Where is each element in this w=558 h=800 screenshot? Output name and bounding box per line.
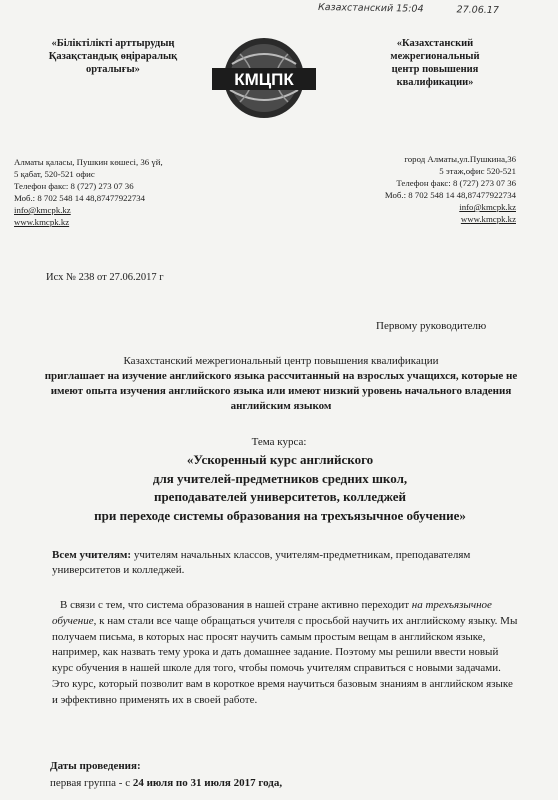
website-link[interactable]: www.kmcpk.kz — [460, 214, 516, 224]
intro-paragraph — [42, 354, 520, 414]
org-left-line: орталығы» — [86, 64, 140, 75]
course-title-line: для учителей-предметников средних школ, — [152, 470, 408, 486]
dates-label: Даты проведения: — [50, 760, 141, 772]
outgoing-reference: Исх № 238 от 27.06.2017 г — [46, 272, 164, 283]
org-right-line: квалификации» — [396, 77, 474, 88]
org-right-line: центр повышения — [391, 64, 479, 75]
email-link[interactable]: info@kmcpk.kz — [459, 202, 516, 212]
course-title-line: «Ускоренный курс английского — [186, 452, 374, 467]
group-label: первая группа - с — [50, 777, 133, 789]
address-line: город Алматы,ул.Пушкина,36 — [404, 154, 516, 164]
target-audience — [52, 548, 520, 578]
office-line: 5 этаж,офис 520-521 — [439, 166, 516, 176]
website-link[interactable]: www.kmcpk.kz — [14, 217, 70, 227]
registration-stamp — [318, 2, 554, 17]
org-name-kazakh — [33, 37, 193, 76]
logo-graphic — [210, 34, 318, 122]
email-link[interactable]: info@kmcpk.kz — [14, 205, 71, 215]
org-left-line: «Біліктілікті арттырудың — [51, 38, 175, 49]
body-text-part: , к нам стали все чаще обращаться учителя с просьбой научить их английскому языку. Мы получаем письма, в которых нас просят научить самым простым вещам в английском языке, например, как назвать тему урока и дать домашнее задание. Поэтому мы решили ввести новый курс обучения в нашей школе для того, чтобы помочь учителям справиться с новыми задачами. Это курс, который позволит вам в короткое время научиться базовым знаниям в английском языке и эффективно применять их в своей работе. — [52, 614, 518, 706]
logo-text: КМЦПК — [234, 70, 294, 89]
course-title-line: при переходе системы образования на трехъязычное обучение» — [94, 507, 466, 523]
org-right-line: межрегиональный — [390, 51, 480, 62]
contacts-russian — [328, 153, 516, 225]
intro-invitation: приглашает на изучение английского языка рассчитанный на взрослых учащихся, которые не имеют опыта изучения английского языка или имеют низкий уровень начального владения английским языком — [44, 370, 518, 412]
body-paragraph — [52, 598, 520, 709]
audience-text: учителям начальных классов, учителям-предметникам, преподавателям университетов и колледжей. — [52, 549, 471, 576]
body-italic-phrase: на трехъязычное обучение — [52, 599, 492, 627]
body-text-part: В связи с тем, что система образования в нашей стране активно переходит — [60, 599, 412, 611]
office-line: 5 қабат, 520-521 офис — [14, 169, 95, 179]
org-right-line: «Казахстанский — [396, 38, 474, 49]
org-name-russian — [360, 37, 510, 89]
first-group-dates — [50, 777, 530, 789]
audience-label: Всем учителям: — [52, 549, 132, 561]
mobile-line: Моб.: 8 702 548 14 48,87477922734 — [384, 190, 516, 200]
address-line: Алматы қаласы, Пушкин көшесі, 36 үй, — [14, 157, 163, 167]
contacts-kazakh — [14, 156, 224, 228]
stamp-date: 27.06.17 — [456, 4, 499, 17]
mobile-line: Моб.: 8 702 548 14 48,87477922734 — [14, 193, 146, 203]
phone-line: Телефон факс: 8 (727) 273 07 36 — [396, 178, 516, 188]
course-title — [30, 451, 530, 525]
intro-org-line: Казахстанский межрегиональный центр повышения квалификации — [123, 355, 439, 367]
course-title-line: преподавателей университетов, колледжей — [153, 489, 407, 504]
recipient: Первому руководителю — [376, 320, 487, 332]
kmcpk-logo-icon — [210, 34, 318, 122]
course-topic-label: Тема курса: — [251, 436, 307, 448]
group-dates-value: 24 июля по 31 июля 2017 года, — [132, 777, 283, 789]
org-left-line: Қазақстандық өңіраралық — [48, 51, 178, 62]
phone-line: Телефон факс: 8 (727) 273 07 36 — [14, 181, 134, 191]
stamp-text: Казахстанский 15:04 — [317, 1, 424, 15]
